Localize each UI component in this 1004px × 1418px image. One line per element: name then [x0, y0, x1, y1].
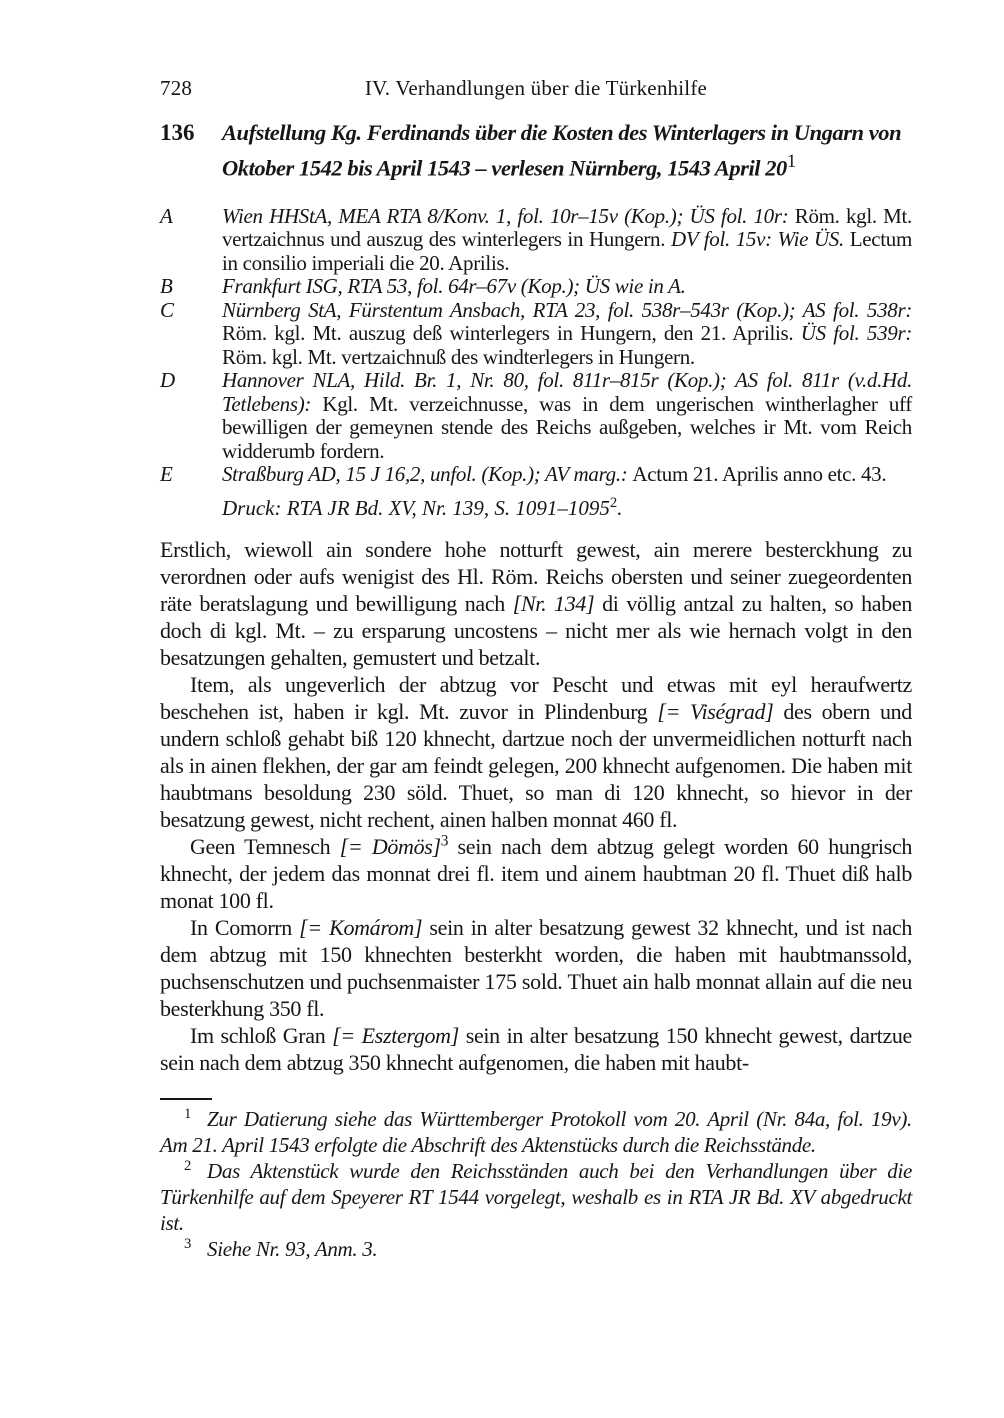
document-body — [160, 536, 912, 1076]
footnotes-section — [160, 1098, 912, 1286]
footnote-text: Siehe Nr. 93, Anm. 3. — [207, 1237, 378, 1261]
document-title-text: Aufstellung Kg. Ferdinands über die Kosten des Winterlagers in Ungarn von Oktober 1542 bis April 1543 – verlesen Nürnberg, 1543 April 20 — [222, 120, 902, 181]
source-label: E — [160, 462, 173, 486]
body-paragraph-2: Item, als ungeverlich der abtzug vor Pescht und etwas mit eyl heraufwertz beschehen ist, haben ir kgl. Mt. zuvor in Plindenburg [= Viségrad] des obern und undern schloß gehabt biß 120 khnecht, dartzue noch der unvermeidlichen notturft nach als in ainen flekhen, der gar am feindt gelegen, 200 khnecht aufgenomen. Die haben mit haubtmans besoldung 230 söld. Thuet, so man di 120 khnecht, so hievor in der besatzung gewest, nicht rechent, ainen halben monnat 460 fl. — [160, 672, 912, 832]
footnote-marker: 1 — [184, 1106, 192, 1122]
page-number: 728 — [160, 76, 193, 100]
page-content — [160, 76, 912, 1076]
source-entry-b — [160, 275, 912, 299]
source-label: C — [160, 297, 175, 322]
source-entry-a — [160, 205, 912, 276]
document-number: 136 — [160, 120, 195, 145]
running-header — [160, 76, 912, 102]
source-list — [160, 205, 912, 487]
source-label: D — [160, 368, 176, 392]
footnote-ref-1: 1 — [786, 151, 796, 172]
source-label: B — [160, 274, 173, 298]
source-description: Wien HHStA, MEA RTA 8/Konv. 1, fol. 10r–15v (Kop.); ÜS fol. 10r: Röm. kgl. Mt. vertzaichnus und auszug des winterlegers in Hungern. DV fol. 15v: Wie ÜS. Lectum in consilio imperiali die 20. Aprilis. — [222, 203, 912, 275]
running-head-title: IV. Verhandlungen über die Türkenhilfe — [364, 76, 708, 100]
footnote-marker: 3 — [184, 1236, 192, 1252]
footnote-3 — [160, 1236, 912, 1262]
footnote-2 — [160, 1158, 912, 1236]
source-description: Straßburg AD, 15 J 16,2, unfol. (Kop.); AV marg.: Actum 21. Aprilis anno etc. 43. — [222, 462, 887, 486]
source-label: A — [160, 203, 173, 228]
body-paragraph-3: Geen Temnesch [= Dömös]$^3$ sein nach dem abtzug gelegt worden 60 hungrisch khnecht, der jedem das monnat drei fl. item und ainem haubtman 20 fl. Thuet diß halb monat 100 fl. — [160, 832, 912, 913]
footnote-separator-rule — [160, 1098, 212, 1100]
footnote-marker: 2 — [184, 1158, 192, 1174]
body-paragraph-5: Im schloß Gran [= Esztergom] sein in alter besatzung 150 khnecht gewest, dartzue sein nach dem abtzug 350 khnecht aufgenomen, die haben mit haubt- — [160, 1023, 912, 1075]
footnote-1 — [160, 1106, 912, 1158]
document-title-block — [160, 118, 912, 183]
document-title — [222, 118, 912, 183]
source-description: Frankfurt ISG, RTA 53, fol. 64r–67v (Kop.); ÜS wie in A. — [222, 274, 686, 298]
body-paragraph-1: Erstlich, wiewoll ain sondere hohe notturft gewest, ain merere besterckhung zu verordnen oder aufs wenigist des Hl. Röm. Reichs obersten und seiner zuegeordenten räte beratslagung und bewilligung nach [Nr. 134] di völlig antzal zu halten, so haben doch di kgl. Mt. – zu ersparung uncostens – nicht mer als wie hernach volgt in den besatzungen gehalten, gemustert und betzalt. — [160, 537, 913, 670]
source-description: Hannover NLA, Hild. Br. 1, Nr. 80, fol. 811r–815r (Kop.); AS fol. 811r (v.d.Hd. Tetlebens): Kgl. Mt. verzeichnusse, was in dem ungerischen wintherlagher uff bewilligen der gemeynen stende des Reichs außgeben, welches ir Mt. vom Reich widderumb fordern. — [222, 368, 912, 463]
footnote-text: Zur Datierung siehe das Württemberger Protokoll vom 20. April (Nr. 84a, fol. 19v). Am 21. April 1543 erfolgte die Abschrift des Aktenstücks durch die Reichsstände. — [160, 1107, 912, 1157]
body-paragraph-4: In Comorrn [= Komárom] sein in alter besatzung gewest 32 khnecht, und ist nach dem abtzug mit 150 khnechten besterkht worden, die haben mit haubtmanssold, puchsenschutzen und puchsenmaister 175 sold. Thuet ain halb monnat allain auf die neu besterkhung 350 fl. — [160, 915, 912, 1021]
source-description: Nürnberg StA, Fürstentum Ansbach, RTA 23, fol. 538r–543r (Kop.); AS fol. 538r: Röm. kgl. Mt. auszug deß winterlegers in Hungern, den 21. Aprilis. ÜS fol. 539r: Röm. kgl. Mt. vertzaichnuß des windterlegers in Hungern. — [222, 297, 912, 369]
source-entry-c — [160, 299, 912, 370]
footnote-text: Das Aktenstück wurde den Reichsständen auch bei den Verhandlungen über die Türkenhilfe auf dem Speyerer RT 1544 vorgelegt, weshalb es in RTA JR Bd. XV abgedruckt ist. — [160, 1159, 912, 1235]
print-reference: Druck: RTA JR Bd. XV, Nr. 139, S. 1091–1095$^2$. — [222, 494, 623, 520]
source-entry-e — [160, 463, 912, 487]
source-entry-d — [160, 369, 912, 463]
